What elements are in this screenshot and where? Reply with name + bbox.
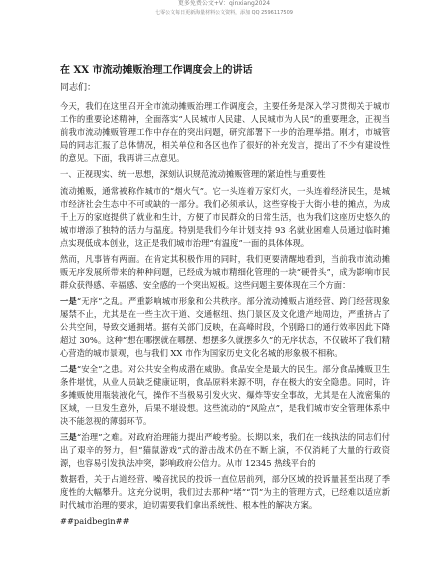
point-1-text: “无序”之乱。严重影响城市形象和公共秩序。部分流动摊贩占道经营、跨门经营现象屡禁不止，尤其是在一些主次干道、交通枢纽、热门景区及文化遗产地周边，严重挤占了公共空间，导致交通拥堵。据有关部门反映，在高峰时段，个别路口的通行效率因此下降超过 30%。这种“想在哪摆就在哪摆、想摆多久就摆多久”的无序状态，不仅破坏了我们精心营造的城市景观，也与我们 XX 市作为国家历史文化名城的形象极不相称。 xyxy=(60,296,390,358)
paragraph-point-3 xyxy=(60,431,390,470)
paragraph-intro: 今天，我们在这里召开全市流动摊贩治理工作调度会，主要任务是深入学习贯彻关于城市工作的重要论述精神，全面落实“人民城市人民建、人民城市为人民”的重要理念，正视当前我市流动摊贩管理工作中存在的突出问题，研究部署下一步的治理举措。刚才，市城管局的同志汇报了总体情况，相关单位和各区也作了很好的补充发言，提出了不少有建设性的意见。下面，我再讲三点意见。 xyxy=(60,101,390,163)
paragraph-point-1 xyxy=(60,295,390,360)
salutation: 同志们： xyxy=(60,83,97,93)
header-line-2: 七零公文每日更新海量材料公文资料，添加 QQ 2596117509 xyxy=(155,10,293,16)
speech-body xyxy=(60,100,390,528)
paid-begin-marker: ##paidbegin## xyxy=(60,516,130,526)
point-2-text: “安全”之患。对公共安全构成潜在威胁。食品安全是最大的民生。部分食品摊贩卫生条件堪忧，从业人员缺乏健康证明，食品原料来源不明，存在极大的安全隐患。同时，许多摊贩使用瓶装液化气，操作不当极易引发火灾、爆炸等安全事故，尤其是在人流密集的区域，一旦发生意外，后果不堪设想。这些流动的“风险点”，是我们城市安全管理体系中决不能忽视的薄弱环节。 xyxy=(60,364,390,426)
paragraph-problems: 然而，凡事皆有两面。在肯定其积极作用的同时，我们更要清醒地看到，当前我市流动摊贩无序发展所带来的种种问题，已经成为城市精细化管理的一块“硬骨头”，成为影响市民群众获得感、幸福感、安全感的一个突出短板。这些问题主要体现在三个方面： xyxy=(60,254,390,290)
point-1-label: 一是 xyxy=(60,296,77,306)
point-3-label: 三是 xyxy=(60,432,77,442)
paragraph-point-2 xyxy=(60,363,390,428)
header-line-1: 更多免费公文+V：qinxiang2024 xyxy=(177,0,271,7)
point-2-label: 二是 xyxy=(60,364,77,374)
paragraph-data: 数据看，关于占道经营、噪音扰民的投诉一直位居前列，部分区域的投诉量甚至出现了季度性的大幅攀升。这充分说明，我们过去那种“堵”“罚”为主的管理方式，已经难以适应新时代城市治理的要求，迫切需要我们拿出系统性、根本性的解决方案。 xyxy=(60,474,390,510)
paragraph-vendors-role: 流动摊贩，通常被称作城市的“烟火气”。它一头连着万家灯火，一头连着经济民生，是城市经济社会生态中不可或缺的一部分。我们必须承认，这些穿梭于大街小巷的摊点，为成千上万的家庭提供了就业和生计，方便了市民群众的日常生活，也为我们这座历史悠久的城市增添了独特的活力与温度。特别是我们今年计划支持 93 名就业困难人员通过临时摊点实现低成本创业，这正是我们城市治理“有温度”一面的具体体现。 xyxy=(60,186,390,248)
point-3-text: “治理”之难。对政府治理能力提出严峻考验。长期以来，我们在一线执法的同志们付出了艰辛的努力，但“猫鼠游戏”式的游击战术仍在不断上演，不仅消耗了大量的行政资源，也容易引发执法冲突，影响政府公信力。从市 12345 热线平台的 xyxy=(60,432,390,468)
speech-title: 在 XX 市流动摊贩治理工作调度会上的讲话 xyxy=(60,65,253,76)
section-heading-1: 一、正视现实、统一思想，深刻认识规范流动摊贩管理的紧迫性与重要性 xyxy=(60,169,326,179)
page-header xyxy=(0,0,448,17)
